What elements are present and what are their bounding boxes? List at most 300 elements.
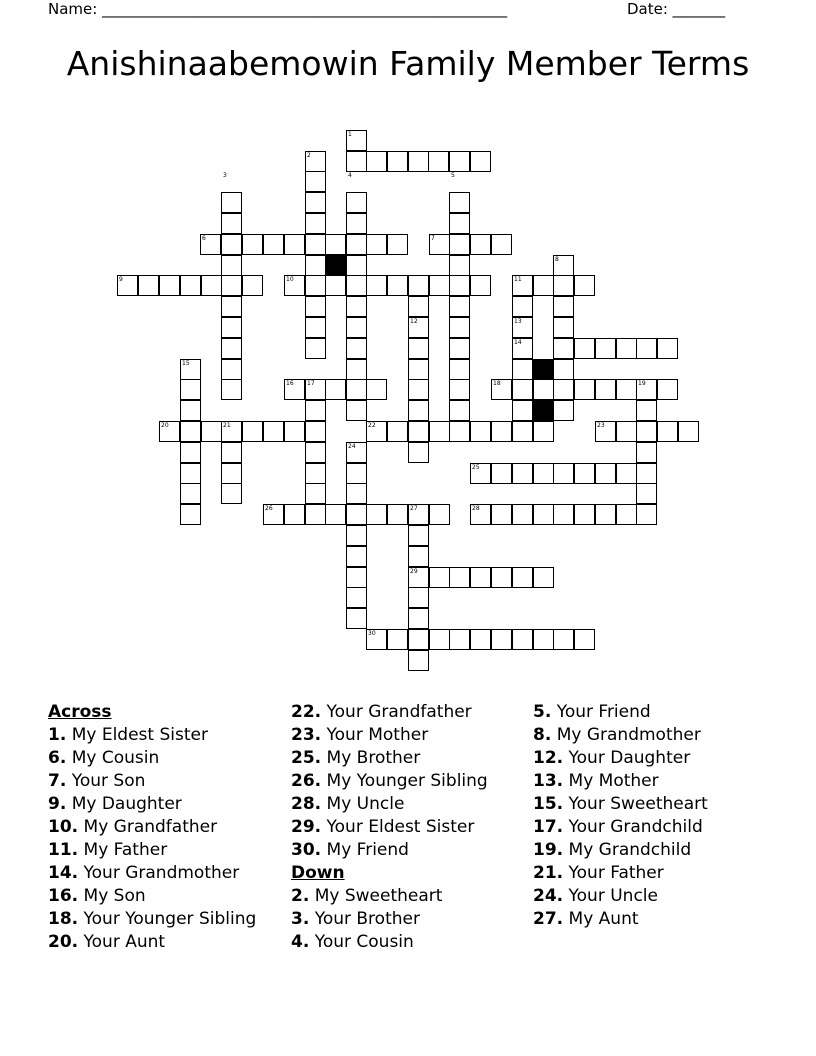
clue-item-text: Your Grandchild: [568, 817, 703, 837]
grid-cell[interactable]: [595, 504, 616, 525]
clues-column-2: [291, 701, 488, 954]
clue-item-text: My Father: [83, 840, 168, 860]
clue-number: 19: [638, 380, 646, 387]
grid-cell[interactable]: [449, 379, 470, 400]
grid-cell[interactable]: [221, 483, 242, 504]
clue-number: 14: [514, 339, 522, 346]
clue-item-text: Your Aunt: [83, 932, 166, 952]
clue-item-number: 6.: [48, 748, 67, 768]
clue-item-text: My Aunt: [568, 909, 639, 929]
clue-item: [48, 724, 256, 747]
clue-item-number: 20.: [48, 932, 79, 952]
clue-item: [291, 770, 488, 793]
clue-number: 30: [368, 630, 376, 637]
grid-cell[interactable]: [657, 338, 678, 359]
grid-cell[interactable]: [408, 359, 429, 380]
clue-item: [533, 885, 708, 908]
grid-cell[interactable]: [678, 421, 699, 442]
grid-cell[interactable]: [553, 629, 574, 650]
clue-number: 8: [555, 256, 559, 263]
grid-cell[interactable]: [449, 317, 470, 338]
grid-cell[interactable]: [346, 567, 367, 588]
clue-item-number: 26.: [291, 771, 322, 791]
grid-cell[interactable]: [180, 379, 201, 400]
grid-cell[interactable]: [512, 296, 533, 317]
grid-cell[interactable]: [553, 359, 574, 380]
clue-item-text: Your Daughter: [568, 748, 691, 768]
grid-cell[interactable]: [470, 567, 491, 588]
grid-cell[interactable]: [616, 421, 637, 442]
clue-item-number: 16.: [48, 886, 79, 906]
clue-item: [48, 839, 256, 862]
clue-item: [291, 839, 488, 862]
grid-cell[interactable]: [221, 234, 242, 255]
grid-cell[interactable]: [305, 234, 326, 255]
grid-cell[interactable]: [491, 463, 512, 484]
grid-cell[interactable]: [366, 151, 387, 172]
clue-item-number: 25.: [291, 748, 322, 768]
clue-item: [533, 862, 708, 885]
grid-cell[interactable]: [595, 338, 616, 359]
grid-cell[interactable]: [533, 379, 554, 400]
grid-cell[interactable]: [574, 463, 595, 484]
grid-cell[interactable]: [553, 317, 574, 338]
grid-cell[interactable]: [305, 400, 326, 421]
clue-item-text: Your Grandmother: [83, 863, 240, 883]
clue-item: [533, 724, 708, 747]
page-title: Anishinaabemowin Family Member Terms: [66, 44, 750, 83]
grid-cell[interactable]: [449, 296, 470, 317]
grid-cell[interactable]: [305, 255, 326, 276]
grid-cell[interactable]: [242, 234, 263, 255]
clue-item: [291, 793, 488, 816]
clue-item-number: 19.: [533, 840, 564, 860]
clue-item-text: Your Cousin: [314, 932, 414, 952]
grid-cell[interactable]: [408, 442, 429, 463]
grid-cell[interactable]: [449, 421, 470, 442]
clue-item-number: 22.: [291, 702, 322, 722]
clue-number: 7: [431, 235, 435, 242]
grid-cell[interactable]: [387, 421, 408, 442]
grid-cell[interactable]: [387, 629, 408, 650]
clue-item-number: 10.: [48, 817, 79, 837]
grid-cell[interactable]: [346, 546, 367, 567]
clue-item-text: My Daughter: [71, 794, 182, 814]
grid-cell[interactable]: [449, 213, 470, 234]
clue-item: [48, 770, 256, 793]
grid-cell[interactable]: [159, 275, 180, 296]
grid-cell[interactable]: [657, 421, 678, 442]
grid-cell[interactable]: [180, 442, 201, 463]
clue-number: 18: [493, 380, 501, 387]
grid-cell[interactable]: [180, 504, 201, 525]
grid-cell[interactable]: [305, 275, 326, 296]
grid-cell[interactable]: [305, 421, 326, 442]
clue-item-text: My Mother: [568, 771, 659, 791]
grid-cell[interactable]: [221, 317, 242, 338]
clue-number: 12: [410, 318, 418, 325]
grid-cell[interactable]: [533, 463, 554, 484]
grid-cell[interactable]: [221, 275, 242, 296]
grid-cell[interactable]: [325, 275, 346, 296]
grid-cell[interactable]: [512, 567, 533, 588]
clues-column-3: [533, 701, 708, 931]
clue-item: [48, 793, 256, 816]
grid-cell[interactable]: [429, 567, 450, 588]
clue-number: 20: [161, 422, 169, 429]
date-field[interactable]: Date: _______: [627, 0, 726, 18]
clue-number: 17: [307, 380, 315, 387]
clues-column-1: [48, 701, 256, 954]
grid-cell[interactable]: [346, 587, 367, 608]
name-field[interactable]: Name: ______________________________________________________: [48, 0, 508, 18]
grid-cell[interactable]: [221, 296, 242, 317]
grid-cell[interactable]: [616, 379, 637, 400]
grid-cell[interactable]: [305, 192, 326, 213]
clue-item: [48, 816, 256, 839]
grid-cell[interactable]: [221, 463, 242, 484]
grid-cell[interactable]: [346, 463, 367, 484]
clue-item-number: 2.: [291, 886, 310, 906]
clue-item: [533, 747, 708, 770]
grid-cell[interactable]: [491, 567, 512, 588]
clue-item-text: Your Brother: [314, 909, 420, 929]
grid-cell[interactable]: [408, 608, 429, 629]
grid-cell[interactable]: [305, 504, 326, 525]
grid-cell[interactable]: [201, 275, 222, 296]
clue-item-text: My Friend: [326, 840, 409, 860]
clue-number: 26: [265, 505, 273, 512]
grid-cell[interactable]: [449, 359, 470, 380]
grid-cell[interactable]: [553, 504, 574, 525]
clue-item: [291, 931, 488, 954]
grid-cell[interactable]: [366, 234, 387, 255]
black-cell: [533, 359, 554, 380]
grid-cell[interactable]: [387, 234, 408, 255]
clue-number: 28: [472, 505, 480, 512]
clue-item-text: Your Uncle: [568, 886, 658, 906]
grid-cell[interactable]: [284, 504, 305, 525]
grid-cell[interactable]: [346, 338, 367, 359]
grid-cell[interactable]: [449, 338, 470, 359]
grid-cell[interactable]: [636, 338, 657, 359]
clue-number: 16: [286, 380, 294, 387]
clue-item: [48, 931, 256, 954]
clue-item-text: My Sweetheart: [314, 886, 443, 906]
clue-item-number: 14.: [48, 863, 79, 883]
clue-number: 9: [119, 276, 123, 283]
clue-item-number: 30.: [291, 840, 322, 860]
grid-cell[interactable]: [408, 151, 429, 172]
grid-cell[interactable]: [366, 504, 387, 525]
clue-number: 13: [514, 318, 522, 325]
grid-cell[interactable]: [305, 338, 326, 359]
clue-item: [533, 793, 708, 816]
grid-cell[interactable]: [305, 442, 326, 463]
clue-item-number: 8.: [533, 725, 552, 745]
grid-cell[interactable]: [408, 650, 429, 671]
grid-cell[interactable]: [533, 567, 554, 588]
grid-cell[interactable]: [284, 421, 305, 442]
clue-item: [533, 701, 708, 724]
grid-cell[interactable]: [470, 629, 491, 650]
clue-item: [291, 724, 488, 747]
clue-item: [533, 839, 708, 862]
grid-cell[interactable]: [470, 421, 491, 442]
clue-item: [48, 885, 256, 908]
grid-cell[interactable]: [408, 629, 429, 650]
grid-cell[interactable]: [429, 275, 450, 296]
grid-cell[interactable]: [242, 421, 263, 442]
grid-cell[interactable]: [346, 234, 367, 255]
grid-cell[interactable]: [325, 234, 346, 255]
grid-cell[interactable]: [636, 504, 657, 525]
grid-cell[interactable]: [221, 192, 242, 213]
clue-number: 29: [410, 568, 418, 575]
grid-cell[interactable]: [346, 608, 367, 629]
grid-cell[interactable]: [346, 275, 367, 296]
grid-cell[interactable]: [449, 567, 470, 588]
grid-cell[interactable]: [553, 296, 574, 317]
grid-cell[interactable]: [346, 379, 367, 400]
grid-cell[interactable]: [616, 338, 637, 359]
grid-cell[interactable]: [449, 275, 470, 296]
clue-number: 22: [368, 422, 376, 429]
grid-cell[interactable]: [346, 213, 367, 234]
grid-cell[interactable]: [533, 275, 554, 296]
grid-cell[interactable]: [449, 234, 470, 255]
grid-cell[interactable]: [408, 421, 429, 442]
grid-cell[interactable]: [491, 421, 512, 442]
clue-number: 25: [472, 464, 480, 471]
clue-item-number: 5.: [533, 702, 552, 722]
grid-cell[interactable]: [470, 151, 491, 172]
clue-number: 3: [223, 172, 227, 179]
grid-cell[interactable]: [636, 442, 657, 463]
clue-item-text: Your Father: [568, 863, 664, 883]
grid-cell[interactable]: [346, 483, 367, 504]
grid-cell[interactable]: [512, 421, 533, 442]
clue-item: [48, 747, 256, 770]
clue-item: [48, 908, 256, 931]
grid-cell[interactable]: [553, 379, 574, 400]
grid-cell[interactable]: [512, 400, 533, 421]
grid-cell[interactable]: [408, 546, 429, 567]
grid-cell[interactable]: [636, 463, 657, 484]
grid-cell[interactable]: [574, 338, 595, 359]
grid-cell[interactable]: [533, 629, 554, 650]
down-heading: Down: [291, 863, 345, 883]
grid-cell[interactable]: [305, 483, 326, 504]
grid-cell[interactable]: [470, 234, 491, 255]
clue-item: [291, 816, 488, 839]
grid-cell[interactable]: [428, 151, 449, 172]
grid-cell[interactable]: [429, 421, 450, 442]
grid-cell[interactable]: [512, 359, 533, 380]
grid-cell[interactable]: [636, 400, 657, 421]
grid-cell[interactable]: [221, 255, 242, 276]
grid-cell[interactable]: [595, 379, 616, 400]
clue-item-text: Your Eldest Sister: [326, 817, 475, 837]
black-cell: [325, 255, 346, 276]
grid-cell[interactable]: [366, 275, 387, 296]
grid-cell[interactable]: [346, 255, 367, 276]
grid-cell[interactable]: [616, 463, 637, 484]
grid-cell[interactable]: [491, 234, 512, 255]
clue-item: [533, 908, 708, 931]
grid-cell[interactable]: [346, 400, 367, 421]
clue-item-number: 11.: [48, 840, 79, 860]
grid-cell[interactable]: [325, 379, 346, 400]
grid-cell[interactable]: [366, 379, 387, 400]
clue-item-text: My Son: [83, 886, 146, 906]
grid-cell[interactable]: [346, 151, 367, 172]
grid-cell[interactable]: [616, 504, 637, 525]
clue-item-number: 15.: [533, 794, 564, 814]
grid-cell[interactable]: [574, 504, 595, 525]
grid-cell[interactable]: [408, 338, 429, 359]
grid-cell[interactable]: [305, 213, 326, 234]
grid-cell[interactable]: [491, 504, 512, 525]
clue-item: [48, 862, 256, 885]
grid-cell[interactable]: [325, 504, 346, 525]
grid-cell[interactable]: [221, 379, 242, 400]
clue-item-text: My Younger Sibling: [326, 771, 488, 791]
grid-cell[interactable]: [553, 463, 574, 484]
grid-cell[interactable]: [449, 629, 470, 650]
clue-item-text: My Eldest Sister: [71, 725, 208, 745]
grid-cell[interactable]: [180, 483, 201, 504]
grid-cell[interactable]: [553, 400, 574, 421]
grid-cell[interactable]: [408, 296, 429, 317]
clue-item-text: My Uncle: [326, 794, 405, 814]
clue-item-number: 7.: [48, 771, 67, 791]
grid-cell[interactable]: [574, 379, 595, 400]
grid-cell[interactable]: [138, 275, 159, 296]
grid-cell[interactable]: [180, 400, 201, 421]
clue-item: [291, 747, 488, 770]
grid-cell[interactable]: [346, 504, 367, 525]
grid-cell[interactable]: [408, 275, 429, 296]
clue-number: 11: [514, 276, 522, 283]
grid-cell[interactable]: [470, 275, 491, 296]
clue-number: 21: [223, 422, 231, 429]
grid-cell[interactable]: [636, 421, 657, 442]
grid-cell[interactable]: [449, 192, 470, 213]
grid-cell[interactable]: [346, 317, 367, 338]
clue-item-text: My Grandfather: [83, 817, 218, 837]
grid-cell[interactable]: [263, 234, 284, 255]
grid-cell[interactable]: [305, 317, 326, 338]
grid-cell[interactable]: [346, 359, 367, 380]
grid-cell[interactable]: [657, 379, 678, 400]
grid-cell[interactable]: [346, 525, 367, 546]
black-cell: [533, 400, 554, 421]
grid-cell[interactable]: [449, 255, 470, 276]
grid-cell[interactable]: [305, 171, 326, 192]
clue-item-text: My Cousin: [71, 748, 160, 768]
across-heading: Across: [48, 702, 112, 722]
grid-cell[interactable]: [449, 400, 470, 421]
clue-item-number: 1.: [48, 725, 67, 745]
grid-cell[interactable]: [387, 275, 408, 296]
grid-cell[interactable]: [491, 629, 512, 650]
grid-cell[interactable]: [387, 504, 408, 525]
grid-cell[interactable]: [574, 629, 595, 650]
clue-item-number: 24.: [533, 886, 564, 906]
clue-item-number: 12.: [533, 748, 564, 768]
grid-cell[interactable]: [429, 629, 450, 650]
grid-cell[interactable]: [305, 296, 326, 317]
grid-cell[interactable]: [512, 629, 533, 650]
clue-number: 5: [451, 172, 455, 179]
clue-item-text: Your Sweetheart: [568, 794, 708, 814]
grid-cell[interactable]: [512, 504, 533, 525]
grid-cell[interactable]: [346, 192, 367, 213]
grid-cell[interactable]: [263, 421, 284, 442]
clue-item-number: 27.: [533, 909, 564, 929]
grid-cell[interactable]: [533, 504, 554, 525]
grid-cell[interactable]: [221, 359, 242, 380]
grid-cell[interactable]: [408, 400, 429, 421]
clue-item: [533, 816, 708, 839]
clue-number: 6: [202, 235, 206, 242]
grid-cell[interactable]: [305, 463, 326, 484]
clue-item: [291, 701, 488, 724]
clue-item-text: Your Grandfather: [326, 702, 472, 722]
grid-cell[interactable]: [180, 275, 201, 296]
clue-number: 4: [348, 172, 352, 179]
grid-cell[interactable]: [574, 275, 595, 296]
grid-cell[interactable]: [636, 483, 657, 504]
grid-cell[interactable]: [512, 463, 533, 484]
grid-cell[interactable]: [553, 275, 574, 296]
grid-cell[interactable]: [221, 442, 242, 463]
clue-number: 1: [348, 131, 352, 138]
grid-cell[interactable]: [387, 151, 408, 172]
grid-cell[interactable]: [449, 151, 470, 172]
grid-cell[interactable]: [408, 379, 429, 400]
grid-cell[interactable]: [180, 421, 201, 442]
grid-cell[interactable]: [553, 338, 574, 359]
grid-cell[interactable]: [595, 463, 616, 484]
clue-item-number: 9.: [48, 794, 67, 814]
clue-item-number: 17.: [533, 817, 564, 837]
clue-item-number: 4.: [291, 932, 310, 952]
grid-cell[interactable]: [284, 234, 305, 255]
grid-cell[interactable]: [533, 421, 554, 442]
grid-cell[interactable]: [408, 525, 429, 546]
grid-cell[interactable]: [221, 213, 242, 234]
clue-item-text: Your Friend: [556, 702, 651, 722]
clue-item: [291, 908, 488, 931]
grid-cell[interactable]: [221, 338, 242, 359]
grid-cell[interactable]: [180, 463, 201, 484]
clue-item-number: 3.: [291, 909, 310, 929]
clue-item-text: Your Younger Sibling: [83, 909, 257, 929]
grid-cell[interactable]: [512, 379, 533, 400]
grid-cell[interactable]: [408, 587, 429, 608]
clue-item-number: 28.: [291, 794, 322, 814]
grid-cell[interactable]: [201, 421, 222, 442]
clue-item-text: My Grandchild: [568, 840, 692, 860]
clue-item-text: My Grandmother: [556, 725, 701, 745]
grid-cell[interactable]: [429, 504, 450, 525]
grid-cell[interactable]: [346, 296, 367, 317]
clue-number: 27: [410, 505, 418, 512]
grid-cell[interactable]: [242, 275, 263, 296]
clue-item-text: Your Mother: [326, 725, 429, 745]
